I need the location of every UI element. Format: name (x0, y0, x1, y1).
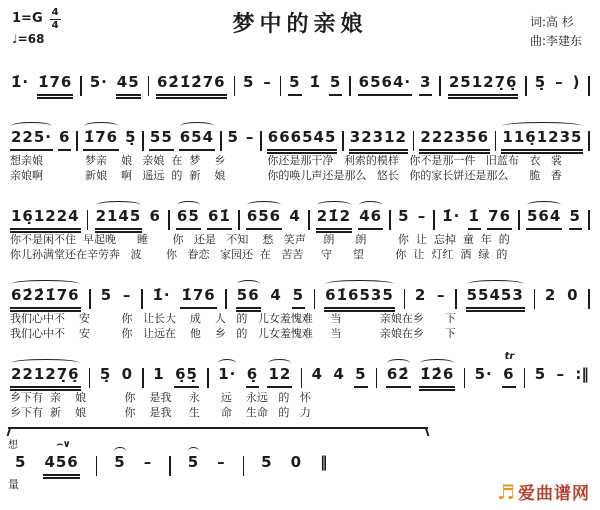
barline (349, 76, 351, 96)
note-token (526, 209, 562, 230)
note-text: – (437, 286, 446, 305)
note-text: 5 (292, 286, 305, 305)
notes-row (0, 190, 600, 232)
note-text: 5 (534, 365, 547, 384)
note-text: 654 (179, 128, 215, 147)
note-text: 5 (227, 128, 239, 147)
note-token (288, 75, 301, 96)
note-text: 5· (474, 365, 493, 384)
note-token (89, 75, 109, 96)
note-token (176, 209, 201, 230)
note-token (10, 130, 53, 151)
barline (413, 131, 415, 151)
note-text: 1̇ (468, 207, 480, 226)
margin-syllable: 想 (8, 440, 18, 451)
note-text: 0 (290, 453, 302, 472)
note-token (288, 209, 301, 230)
note-token (417, 209, 428, 230)
quarter-note-icon: ♩ (12, 32, 18, 46)
note-text: 2 (414, 286, 427, 305)
note-text: 5 (187, 453, 200, 472)
note-token (566, 288, 579, 309)
note-token (174, 367, 199, 388)
barline (464, 368, 466, 388)
note-text: 55 (149, 128, 173, 147)
note-token (354, 367, 367, 388)
note-token (10, 367, 81, 388)
barline (524, 368, 526, 388)
barline (260, 131, 262, 151)
note-text: 4 (270, 286, 282, 305)
barline (238, 210, 240, 230)
note-text: 6̣5̣ (175, 365, 198, 384)
key-signature (12, 8, 61, 46)
music-system (0, 427, 600, 491)
note-token (152, 367, 165, 388)
note-token (436, 288, 447, 309)
barline (404, 289, 406, 309)
note-token (179, 130, 215, 151)
note-token (122, 288, 133, 309)
note-token (37, 75, 73, 96)
note-token (466, 288, 525, 309)
note-text: 5 (242, 73, 255, 92)
note-text: 5 (261, 453, 273, 472)
lyric-line: 乡下有 亲 娘 你 是我 永 远 永远 的 怀 (10, 391, 311, 404)
barline (588, 289, 590, 309)
note-text: 6 (149, 207, 161, 226)
note-text: 1̇ (309, 73, 321, 92)
note-token (95, 209, 143, 230)
note-token (58, 130, 71, 151)
site-logo-text: 爱曲谱网 (518, 484, 590, 504)
note-text: 1̇2̇6 (420, 365, 455, 384)
lyric-line: 想亲娘 梦亲 娘 亲娘 在 梦 乡 你还是那干净 利索的模样 你不是那一件 旧蓝布 衣 裳 (10, 154, 562, 167)
lyric-line: 你儿孙满堂还在辛劳奔 波 你 眷恋 家园还 在 苦苦 守 望 你 让 灯红 酒 绿 的 (10, 248, 508, 261)
barline (433, 210, 435, 230)
music-system (0, 56, 600, 98)
note-text: 55453 (466, 286, 524, 305)
note-text: 1̇· (152, 286, 171, 305)
barline (220, 131, 222, 151)
note-token (441, 209, 461, 230)
note-text: 62̇2̇1̇76 (11, 286, 80, 305)
note-token (269, 288, 282, 309)
note-token (572, 75, 582, 96)
note-token (242, 75, 255, 96)
note-text: 5 (15, 453, 27, 472)
barline (96, 456, 98, 476)
barline (89, 368, 91, 388)
note-text: 32312 (349, 128, 407, 147)
note-token (207, 209, 232, 230)
note-text: – (217, 453, 226, 472)
note-text: 656 (246, 207, 282, 226)
music-system (0, 348, 600, 420)
note-token (502, 351, 515, 388)
note-text: 1̇· (11, 73, 30, 92)
note-token (100, 288, 113, 309)
credit-composer: 曲:李建东 (529, 33, 582, 48)
note-token (534, 75, 547, 96)
note-text: 21̇2 (316, 207, 352, 226)
note-token (99, 367, 112, 388)
note-token (14, 455, 27, 476)
credit-lyricist: 词:高 杉 (529, 15, 574, 29)
note-text: 45 (116, 73, 140, 92)
barline (207, 368, 209, 388)
barline (141, 289, 143, 309)
note-text: 1 (153, 365, 165, 384)
note-text: 16̣1224 (11, 207, 80, 226)
note-text: – (556, 365, 566, 384)
ornament: ⌢∨ (56, 439, 71, 451)
tempo-marking (12, 33, 61, 46)
lyric-line: 你不是闲不住 早起晚 睡 你 还是 不知 愁 笑声 朗 朗 你 让 忘掉 童 年 的 (10, 233, 510, 246)
note-text: 666545 (267, 128, 337, 147)
note-token (501, 130, 583, 151)
note-text: 4 (333, 365, 345, 384)
note-token (419, 367, 455, 388)
music-system (0, 111, 600, 183)
barline (142, 368, 144, 388)
note-token (267, 130, 338, 151)
note-token (180, 288, 216, 309)
barline (518, 210, 520, 230)
note-text: 62̇1̇2̇76 (157, 73, 226, 92)
note-token (262, 75, 273, 96)
note-text: 6 (58, 128, 71, 147)
note-token (468, 209, 481, 230)
note-text: 62̇ (386, 365, 410, 384)
meter-numerator: 4 (51, 7, 59, 18)
note-text: 6564· (358, 73, 412, 92)
site-logo (497, 479, 590, 504)
note-token (414, 288, 427, 309)
note-token (267, 367, 292, 388)
barline (389, 210, 391, 230)
note-token (43, 439, 79, 476)
note-text: 2145 (95, 207, 142, 226)
meter-fraction (50, 8, 61, 31)
barline (588, 76, 590, 96)
note-token (419, 75, 432, 96)
note-text: 456 (44, 453, 79, 472)
notes-row (0, 436, 454, 478)
barline (525, 76, 527, 96)
note-token (544, 288, 557, 309)
note-text: 65 (176, 207, 200, 226)
barline (169, 456, 171, 476)
note-text: 6̣ (246, 365, 259, 384)
note-text: 1̇76 (181, 286, 216, 305)
note-text: 76 (488, 207, 512, 226)
barline (80, 76, 82, 96)
tempo-value: =68 (17, 32, 45, 46)
note-text: 46 (359, 207, 383, 226)
barline (234, 76, 236, 96)
note-token (319, 455, 329, 476)
barline (342, 131, 344, 151)
note-text: 2 (544, 286, 557, 305)
note-text: 116̣1235 (502, 128, 583, 147)
note-token (419, 130, 490, 151)
note-text: – (245, 128, 255, 147)
note-text: 5̣ (125, 128, 137, 147)
note-text: 222356 (420, 128, 490, 147)
barline (439, 76, 441, 96)
barline (314, 289, 316, 309)
note-text: 12 (268, 365, 292, 384)
note-text: 5 (355, 365, 367, 384)
meter-denominator: 4 (51, 20, 59, 31)
note-text: – (122, 286, 132, 305)
note-text: – (143, 453, 153, 472)
notes-row (0, 348, 600, 390)
note-text: 5 (289, 73, 301, 92)
barline (588, 131, 590, 151)
page-title: 梦中的亲娘 (232, 12, 368, 37)
note-token (10, 209, 81, 230)
note-token (358, 209, 383, 230)
ornament: tr (504, 351, 515, 363)
music-note-icon: ♬ (497, 479, 515, 504)
credits (530, 13, 582, 50)
note-text: 3 (420, 73, 432, 92)
barline (376, 368, 378, 388)
note-token (121, 367, 134, 388)
barline (225, 289, 227, 309)
note-text: 564 (526, 207, 562, 226)
note-token (329, 75, 342, 96)
note-token (217, 367, 237, 388)
lyric-line: 我们心中不 安 你 让长大 成 人 的 儿女羞愧难 当 亲娘在乡 下 (10, 312, 456, 325)
note-text: 5̣ (99, 365, 112, 384)
note-token (260, 455, 273, 476)
notes-row (0, 56, 600, 98)
note-text: 1̇76 (38, 73, 73, 92)
note-token (474, 367, 494, 388)
note-text: 6 (503, 365, 515, 384)
note-text: :‖ (575, 365, 589, 384)
note-text: ‖ (320, 453, 328, 472)
note-token (332, 367, 345, 388)
note-token (290, 455, 303, 476)
systems-container (0, 54, 600, 491)
note-token (151, 288, 171, 309)
barline (534, 289, 536, 309)
note-text: – (555, 73, 564, 92)
note-text: 5 (329, 73, 342, 92)
note-token (216, 455, 227, 476)
note-text: 5 (100, 286, 113, 305)
note-text: 22127̣6̣ (11, 365, 80, 384)
note-token (116, 75, 141, 96)
note-token (10, 75, 30, 96)
note-token (311, 367, 324, 388)
note-token (245, 130, 256, 151)
note-token (556, 367, 567, 388)
note-text: 5 (114, 453, 126, 472)
barline (243, 456, 245, 476)
lyric-line: 我们心中不 安 你 让远在 他 乡 的 儿女羞愧难 当 亲娘在乡 下 (10, 327, 456, 340)
note-text: 4 (311, 365, 324, 384)
note-token (246, 209, 282, 230)
note-token (149, 130, 174, 151)
note-token (386, 367, 411, 388)
key-label: 1=G (12, 11, 43, 27)
note-token (569, 209, 582, 230)
barline (280, 76, 282, 96)
note-token (143, 455, 154, 476)
note-token (156, 75, 227, 96)
note-text: – (417, 207, 427, 226)
note-text: 5̣ (534, 73, 547, 92)
barline (308, 210, 310, 230)
note-text: ) (572, 73, 581, 92)
note-text: 1̇· (442, 207, 461, 226)
music-system (0, 269, 600, 341)
score-header (0, 0, 600, 54)
note-text: 61̇6535 (325, 286, 394, 305)
note-text: 25127̣6̣ (448, 73, 518, 92)
barline (142, 131, 144, 151)
note-token (349, 130, 408, 151)
barline (168, 210, 170, 230)
note-text: 0 (567, 286, 579, 305)
note-text: 0 (121, 365, 134, 384)
note-token (554, 75, 565, 96)
note-text: 5 (398, 207, 410, 226)
note-token (309, 75, 322, 96)
note-token (226, 130, 239, 151)
note-token (448, 75, 519, 96)
note-token (358, 75, 412, 96)
note-token (316, 209, 352, 230)
note-token (236, 288, 261, 309)
note-text: 1̇76 (83, 128, 119, 147)
note-text: 225· (11, 128, 53, 147)
margin-syllable: 量 (8, 478, 19, 491)
note-token (83, 130, 119, 151)
barline (148, 76, 150, 96)
barline (87, 210, 89, 230)
notes-row (0, 269, 600, 311)
barline (76, 131, 78, 151)
note-token (113, 455, 126, 476)
barline (301, 368, 303, 388)
note-token (246, 367, 259, 388)
barline (588, 210, 590, 230)
note-token (124, 130, 137, 151)
note-text: 1· (218, 365, 237, 384)
music-system (0, 190, 600, 262)
note-text: 5· (89, 73, 108, 92)
barline (455, 289, 457, 309)
lyric-line: 乡下有 新 娘 你 是我 生 命 生命 的 力 (10, 406, 311, 419)
note-token (487, 209, 512, 230)
ending-bracket (8, 427, 428, 436)
note-text: 56 (236, 286, 260, 305)
barline (89, 289, 91, 309)
note-text: – (263, 73, 272, 92)
note-token (397, 209, 410, 230)
note-token (324, 288, 395, 309)
note-token (10, 288, 81, 309)
notes-row (0, 111, 600, 153)
note-token (574, 367, 590, 388)
barline (495, 131, 497, 151)
note-token (187, 455, 200, 476)
note-text: 5 (569, 207, 581, 226)
note-text: 61̇ (208, 207, 231, 226)
note-token (292, 288, 305, 309)
lyric-line: 亲娘啊 新娘 啊 遥远 的 新 娘 你的唤儿声还是那么 悠长 你的家长饼还是那么 脆 香 (10, 169, 562, 182)
note-token (149, 209, 162, 230)
note-token (534, 367, 547, 388)
note-text: 4 (289, 207, 301, 226)
